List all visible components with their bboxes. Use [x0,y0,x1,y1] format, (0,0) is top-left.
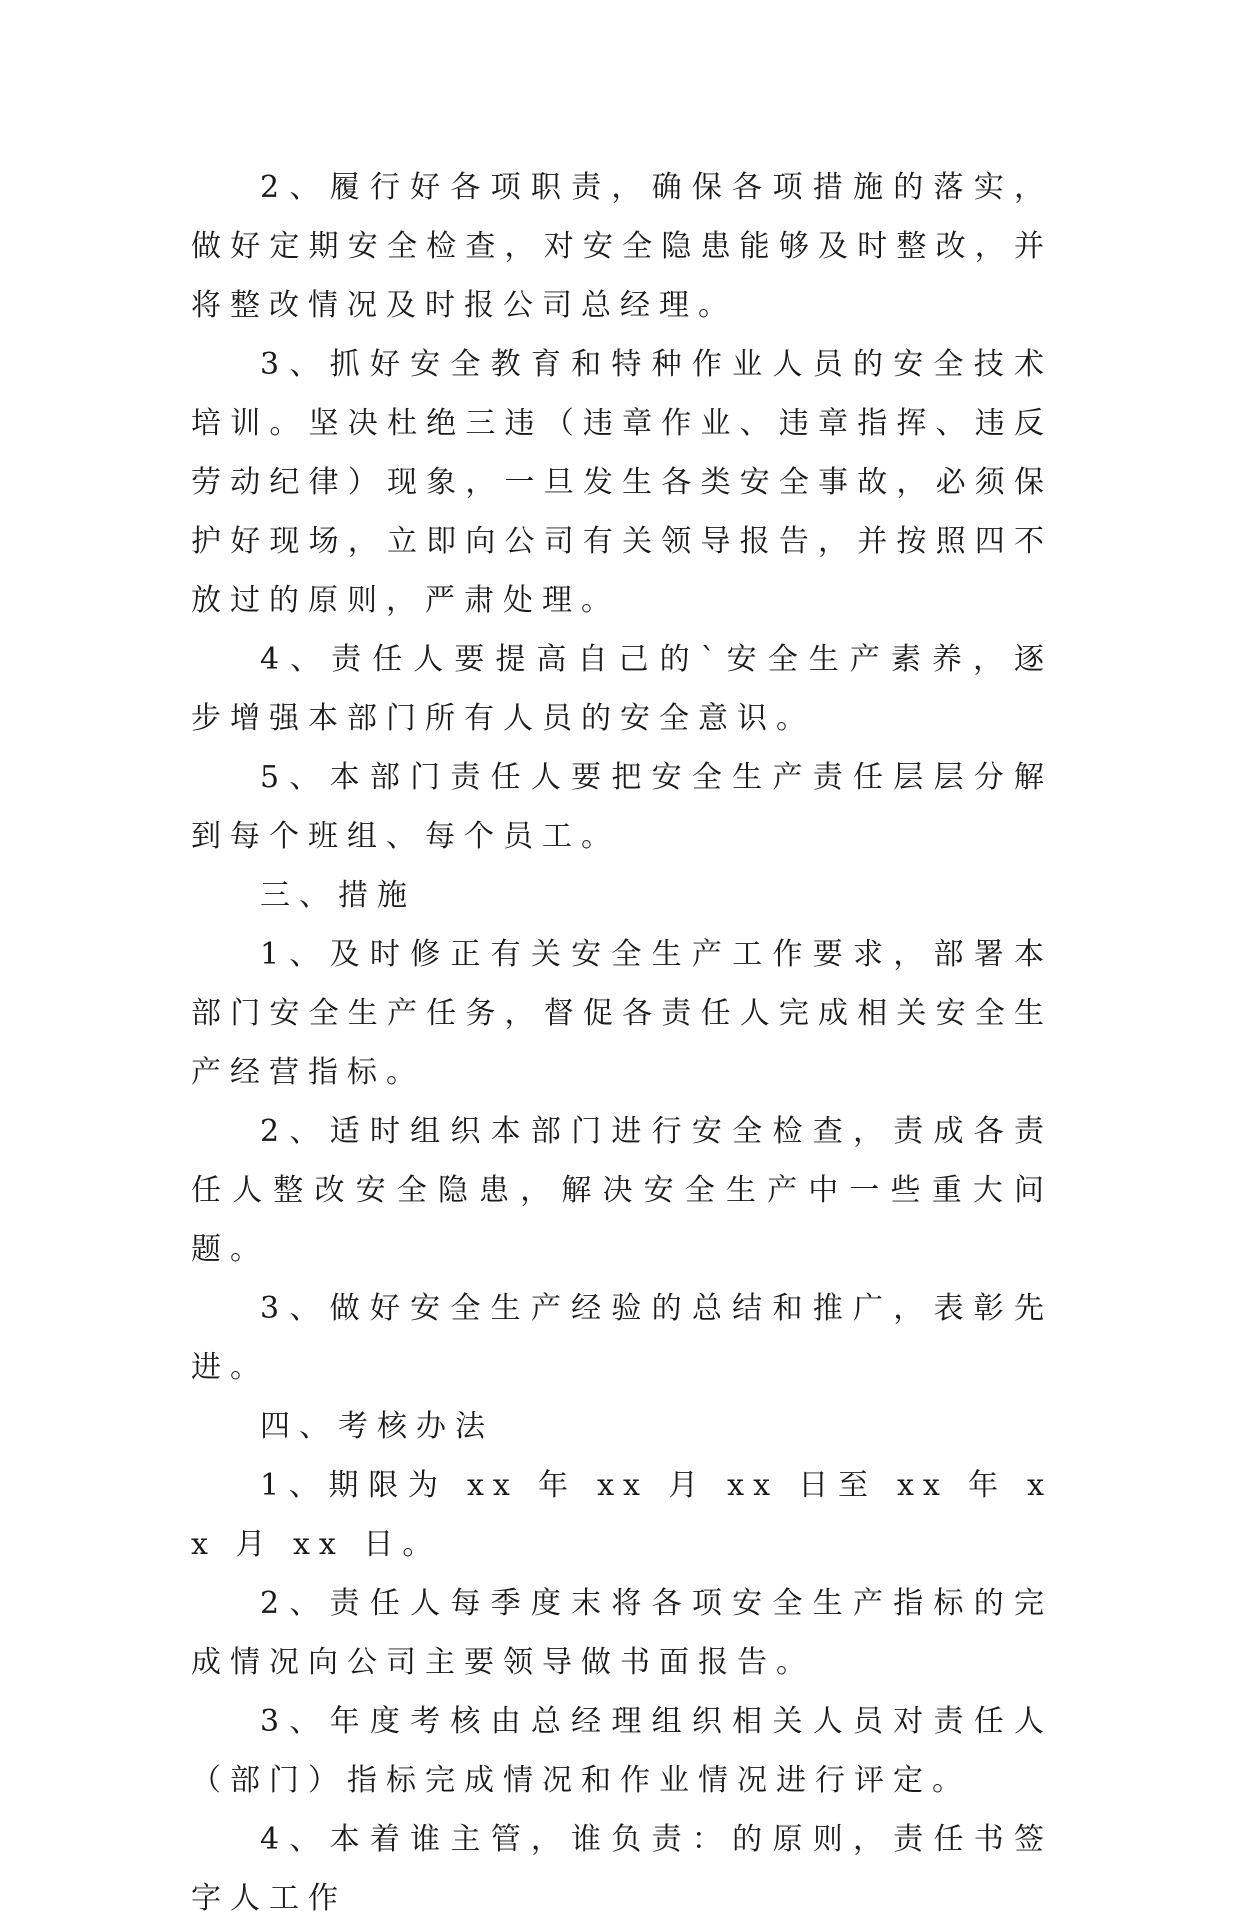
paragraph-measure-2: 2、适时组织本部门进行安全检查，责成各责任人整改安全隐患，解决安全生产中一些重大问题。 [191,1114,1053,1267]
paragraph-duty-3: 3、抓好安全教育和特种作业人员的安全技术培训。坚决杜绝三违（违章作业、违章指挥、违反劳动纪律）现象，一旦发生各类安全事故，必须保护好现场，立即向公司有关领导报告，并按照四不放过的原则，严肃处理。 [191,347,1053,618]
paragraph-assessment-4: 4、本着谁主管，谁负责：的原则，责任书签字人工作 [191,1822,1053,1916]
document-body [191,158,1053,1928]
section-heading-assessment: 四、考核办法 [260,1409,494,1444]
paragraph-duty-5: 5、本部门责任人要把安全生产责任层层分解到每个班组、每个员工。 [191,760,1053,854]
paragraph-duty-2: 2、履行好各项职责，确保各项措施的落实，做好定期安全检查，对安全隐患能够及时整改，并将整改情况及时报公司总经理。 [191,170,1053,323]
paragraph-assessment-2: 2、责任人每季度末将各项安全生产指标的完成情况向公司主要领导做书面报告。 [191,1586,1053,1680]
paragraph-assessment-3: 3、年度考核由总经理组织相关人员对责任人（部门）指标完成情况和作业情况进行评定。 [191,1704,1053,1798]
paragraph-assessment-1: 1、期限为 xx 年 xx 月 xx 日至 xx 年 xx 月 xx 日。 [191,1468,1053,1562]
section-heading-measures: 三、措施 [260,878,416,913]
paragraph-measure-1: 1、及时修正有关安全生产工作要求，部署本部门安全生产任务，督促各责任人完成相关安全生产经营指标。 [191,937,1053,1090]
paragraph-duty-4: 4、责任人要提高自己的`安全生产素养，逐步增强本部门所有人员的安全意识。 [191,642,1053,736]
paragraph-measure-3: 3、做好安全生产经验的总结和推广，表彰先进。 [191,1291,1053,1385]
